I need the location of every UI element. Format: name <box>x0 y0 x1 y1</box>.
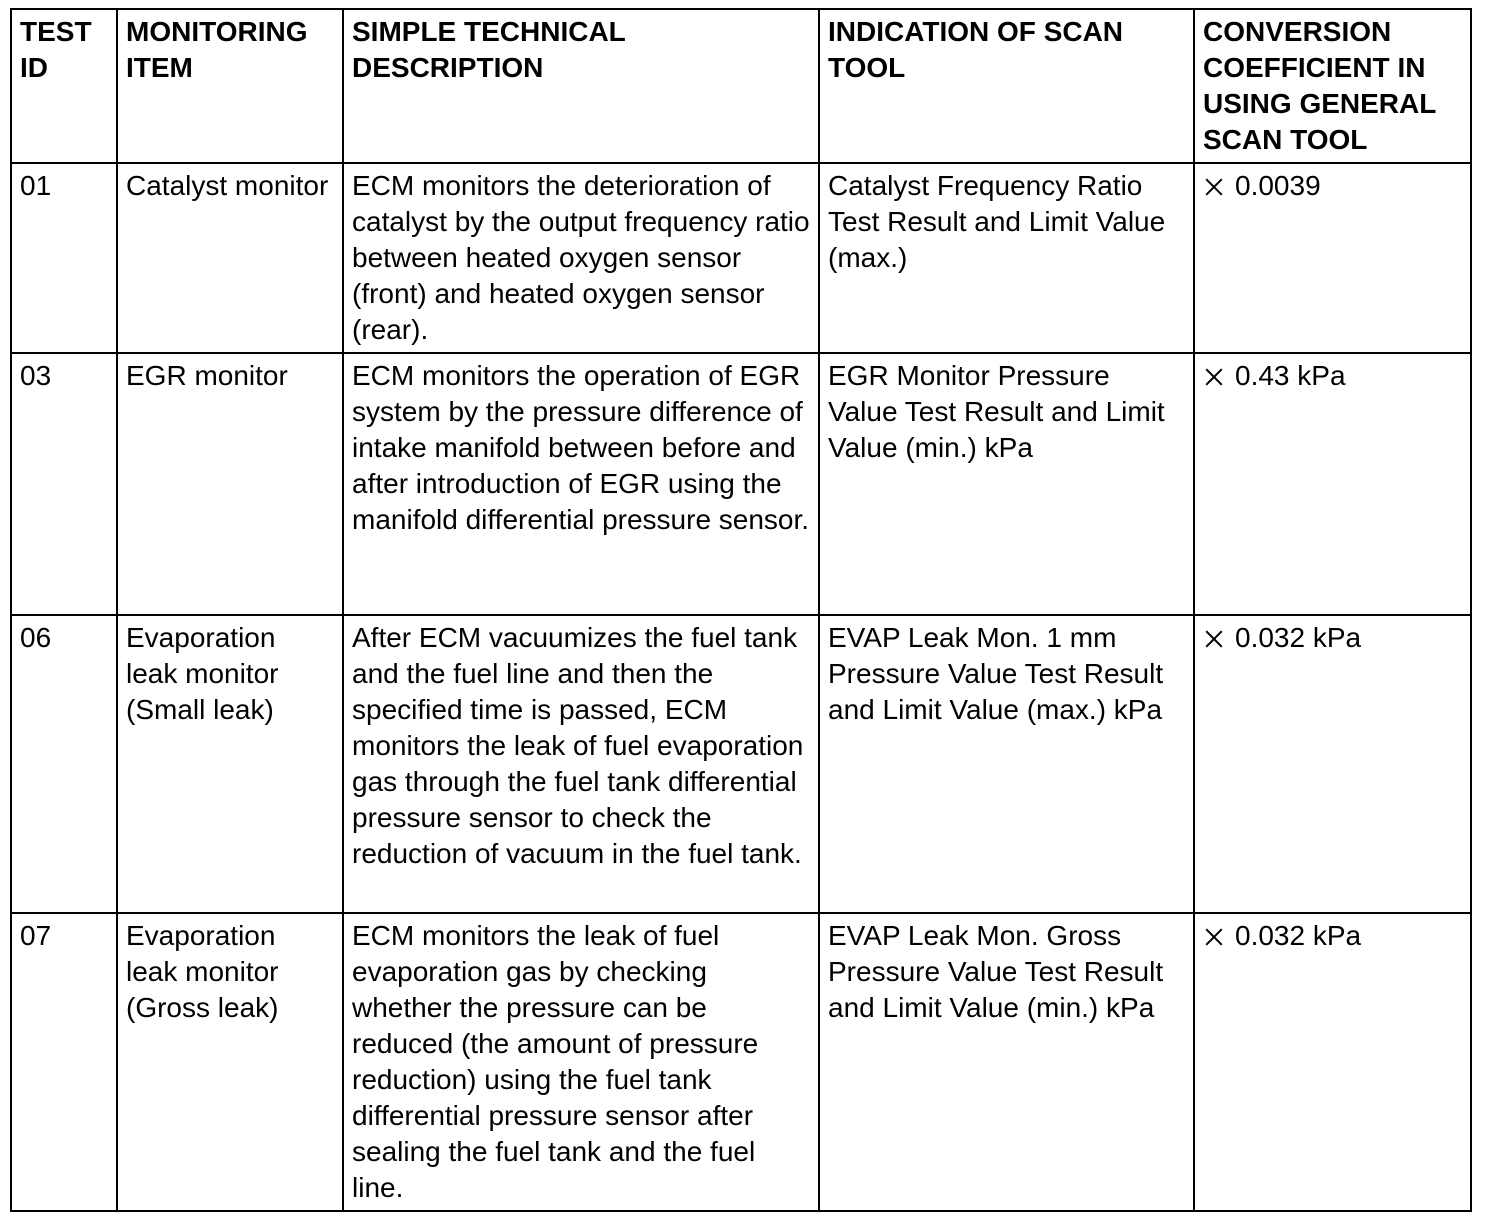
cell-scan-tool-indication: EVAP Leak Mon. Gross Pressure Value Test Result and Limit Value (min.) kPa <box>819 913 1194 1211</box>
header-conversion-coefficient: CONVERSION COEFFICIENT IN USING GENERAL SCAN TOOL <box>1194 9 1471 163</box>
multiply-icon <box>1205 928 1223 946</box>
header-scan-tool-indication: INDICATION OF SCAN TOOL <box>819 9 1194 163</box>
cell-description: ECM monitors the leak of fuel evaporation gas by checking whether the pressure can be reduced (the amount of pressure reduction) using the fuel tank differential pressure sensor after sealing the fuel tank and the fuel line. <box>343 913 819 1211</box>
cell-scan-tool-indication: EVAP Leak Mon. 1 mm Pressure Value Test Result and Limit Value (max.) kPa <box>819 615 1194 913</box>
header-description: SIMPLE TECHNICAL DESCRIPTION <box>343 9 819 163</box>
cell-description: ECM monitors the deterioration of catalyst by the output frequency ratio between heated oxygen sensor (front) and heated oxygen sensor (rear). <box>343 163 819 353</box>
cell-scan-tool-indication: Catalyst Frequency Ratio Test Result and Limit Value (max.) <box>819 163 1194 353</box>
multiply-icon <box>1205 368 1223 386</box>
cell-coefficient <box>1194 615 1471 913</box>
monitoring-table <box>10 8 1472 1212</box>
table-row <box>11 615 1471 913</box>
cell-monitoring-item: Evaporation leak monitor (Gross leak) <box>117 913 343 1211</box>
multiply-icon <box>1205 178 1223 196</box>
cell-monitoring-item: EGR monitor <box>117 353 343 615</box>
cell-description: After ECM vacuumizes the fuel tank and the fuel line and then the specified time is passed, ECM monitors the leak of fuel evaporation gas through the fuel tank differential pressure sensor to check the reduction of vacuum in the fuel tank. <box>343 615 819 913</box>
header-test-id: TEST ID <box>11 9 117 163</box>
coefficient-value-group <box>1203 168 1321 204</box>
cell-coefficient <box>1194 163 1471 353</box>
cell-description: ECM monitors the operation of EGR system by the pressure difference of intake manifold between before and after introduction of EGR using the manifold differential pressure sensor. <box>343 353 819 615</box>
coefficient-value: 0.032 kPa <box>1235 622 1362 653</box>
coefficient-value: 0.43 kPa <box>1235 360 1346 391</box>
coefficient-value-group <box>1203 918 1361 954</box>
table-row <box>11 163 1471 353</box>
coefficient-value: 0.0039 <box>1235 170 1321 201</box>
cell-test-id: 06 <box>11 615 117 913</box>
coefficient-value: 0.032 kPa <box>1235 920 1362 951</box>
cell-monitoring-item: Evaporation leak monitor (Small leak) <box>117 615 343 913</box>
cell-coefficient <box>1194 353 1471 615</box>
cell-scan-tool-indication: EGR Monitor Pressure Value Test Result and Limit Value (min.) kPa <box>819 353 1194 615</box>
coefficient-value-group <box>1203 620 1361 656</box>
table-row <box>11 913 1471 1211</box>
table-row <box>11 353 1471 615</box>
cell-test-id: 03 <box>11 353 117 615</box>
cell-test-id: 07 <box>11 913 117 1211</box>
multiply-icon <box>1205 630 1223 648</box>
cell-test-id: 01 <box>11 163 117 353</box>
cell-coefficient <box>1194 913 1471 1211</box>
cell-monitoring-item: Catalyst monitor <box>117 163 343 353</box>
table-header-row <box>11 9 1471 163</box>
coefficient-value-group <box>1203 358 1346 394</box>
document-page <box>10 8 1470 1212</box>
header-monitoring-item: MONITORING ITEM <box>117 9 343 163</box>
